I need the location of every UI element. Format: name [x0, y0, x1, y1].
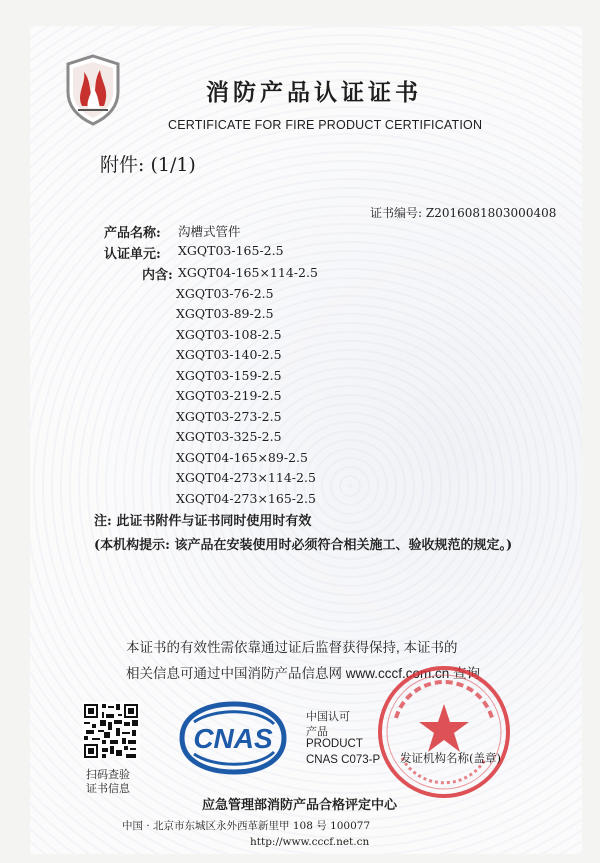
qr-code-icon [82, 702, 140, 760]
accreditation-line4: CNAS C073-P [306, 754, 381, 766]
official-red-seal-icon [374, 662, 514, 802]
model-item: XGQT03-140-2.5 [176, 347, 282, 362]
cert-unit-value: XGQT03-165-2.5 [178, 243, 284, 258]
issuing-center-website: http://www.cccf.net.cn [250, 836, 370, 848]
accreditation-line3: PRODUCT [306, 738, 363, 750]
model-item: XGQT03-159-2.5 [176, 367, 282, 383]
validity-statement-line2: 相关信息可通过中国消防产品信息网 www.cccf.com.cn 查询 [126, 666, 481, 681]
certificate-number: 证书编号: Z2016081803000408 [370, 206, 557, 220]
certificate-title-cn: 消防产品认证证书 [206, 79, 422, 106]
issuing-center-name: 应急管理部消防产品合格评定中心 [202, 798, 398, 813]
cnas-logo-text: CNAS [193, 723, 273, 754]
cert-unit-label: 认证单元: [104, 247, 161, 262]
qr-caption-line1: 扫码查验 [86, 768, 130, 781]
model-item: XGQT04-273×165-2.5 [176, 490, 316, 506]
certificate-sheet [30, 26, 582, 854]
validity-statement-line1: 本证书的有效性需依靠通过证后监督获得保持, 本证书的 [126, 640, 458, 655]
institution-reminder-note: (本机构提示: 该产品在安装使用时必须符合相关施工、验收规范的规定。) [94, 538, 513, 553]
model-item: XGQT03-89-2.5 [176, 306, 274, 321]
fire-certification-logo-icon [64, 54, 122, 126]
model-item: XGQT03-273-2.5 [176, 408, 282, 424]
cnas-logo-icon [174, 700, 292, 776]
contains-label: 内含: [142, 268, 173, 283]
model-item: XGQT04-165×114-2.5 [178, 265, 318, 280]
product-name-label: 产品名称: [104, 226, 161, 241]
model-item: XGQT03-76-2.5 [176, 285, 274, 301]
issuing-center-address: 中国 · 北京市东城区永外西革新里甲 108 号 100077 [122, 820, 371, 832]
model-item: XGQT04-273×114-2.5 [176, 470, 316, 485]
issuing-authority-label: 发证机构名称(盖章) [400, 751, 501, 765]
model-item: XGQT04-165×89-2.5 [176, 449, 308, 465]
model-list [176, 264, 318, 510]
product-name-value: 沟槽式管件 [178, 224, 241, 239]
model-item: XGQT03-219-2.5 [176, 388, 282, 403]
annex-validity-note: 注: 此证书附件与证书同时使用时有效 [94, 514, 312, 529]
qr-caption-line2: 证书信息 [86, 782, 130, 795]
accreditation-line2: 产品 [306, 726, 328, 738]
annex-heading: 附件: (1/1) [100, 154, 196, 176]
model-item: XGQT03-108-2.5 [176, 326, 282, 342]
model-item: XGQT03-325-2.5 [176, 429, 282, 444]
accreditation-line1: 中国认可 [306, 711, 350, 723]
certificate-title-en: CERTIFICATE FOR FIRE PRODUCT CERTIFICATION [168, 118, 483, 132]
